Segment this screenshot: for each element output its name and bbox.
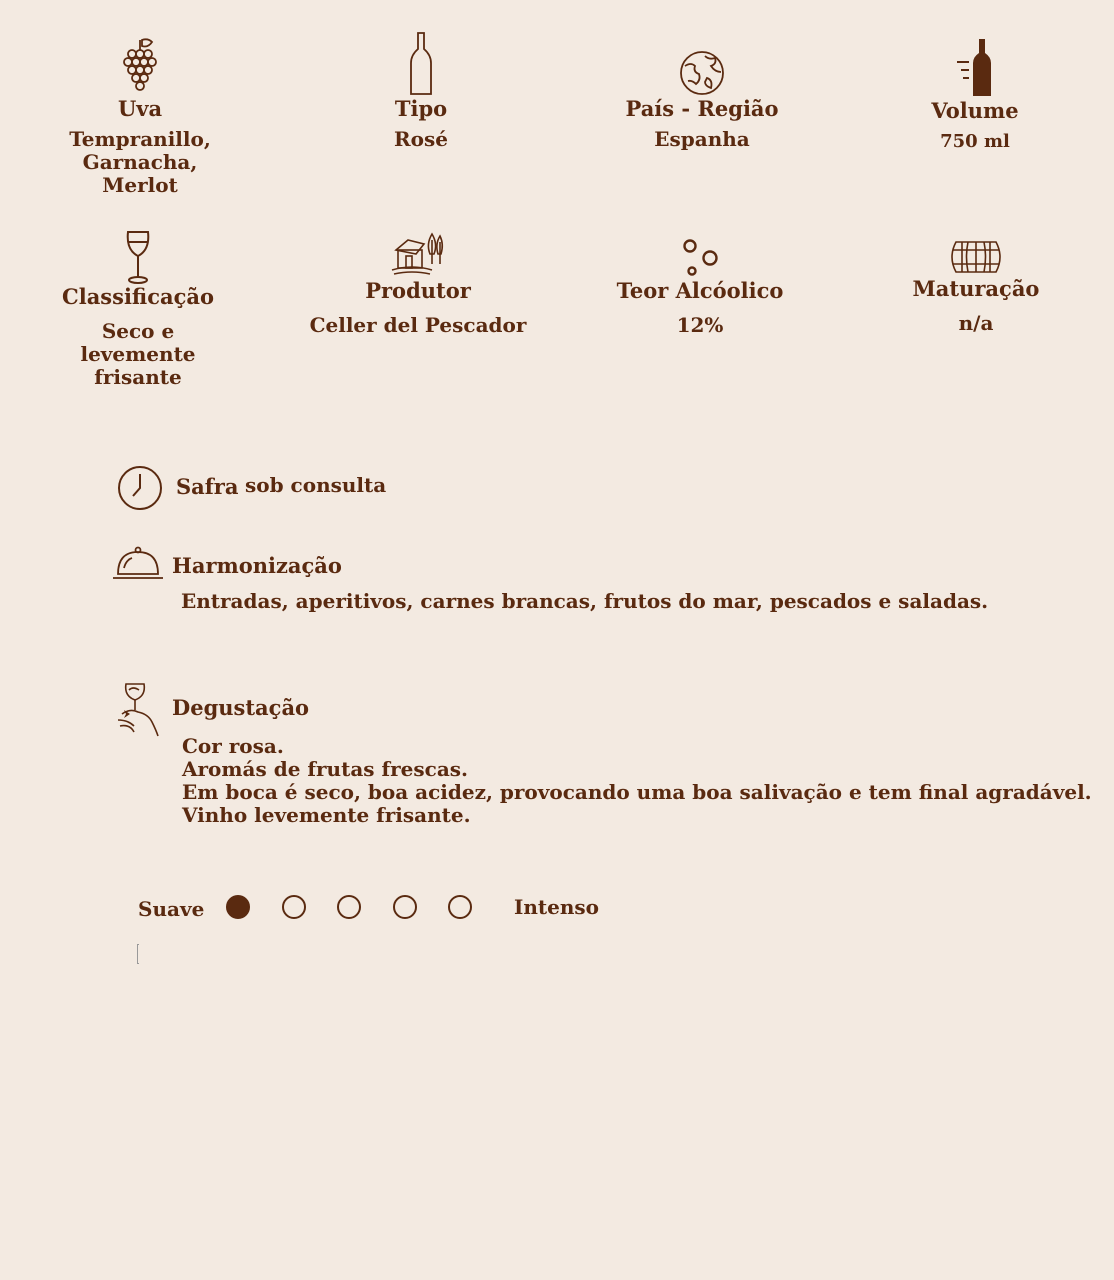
intensity-max-label: Intenso [514,895,599,919]
degustacao-line: Cor rosa. [182,734,284,758]
degustacao-line: Vinho levemente frisante. [182,803,471,827]
bubbles-icon [680,238,720,278]
spec-value: 750 ml [940,131,1010,152]
serving-cloche-icon [112,546,164,580]
spec-value: Rosé [394,127,448,151]
spec-value: 12% [676,313,724,337]
spec-label: Volume [931,98,1019,123]
spec-produtor [288,230,548,337]
spec-uva [10,36,270,197]
degustacao-line: Em boca é seco, boa acidez, provocando uma boa salivação e tem final agradável. [182,780,1092,804]
spec-classificacao [8,230,268,389]
spec-label: Produtor [365,278,471,303]
spec-value: n/a [958,311,994,335]
tasting-hand-icon [116,680,160,738]
clock-icon [117,465,163,511]
grape-icon [120,36,160,96]
safra-label: Safra [176,474,239,499]
intensity-min-label: Suave [138,897,205,921]
spec-value: Espanha [654,127,750,151]
intensity-dot [282,895,306,919]
spec-label: País - Região [625,96,779,121]
intensity-dot [226,895,250,919]
spec-label: Tipo [394,96,448,121]
spec-value: Seco e levemente frisante [80,319,196,389]
harmonizacao-text: Entradas, aperitivos, carnes brancas, frutos do mar, pescados e saladas. [181,589,989,613]
intensity-dot [393,895,417,919]
text-cursor [137,944,139,964]
degustacao-label: Degustação [172,695,310,720]
bottle-icon [410,32,432,96]
winery-icon [390,230,446,278]
spec-pais [572,50,832,151]
spec-label: Classificação [62,284,214,309]
spec-volume [845,38,1105,153]
degustacao-lines [182,735,1092,827]
volume-bottle-icon [955,38,995,98]
intensity-dot [337,895,361,919]
harmonizacao-label: Harmonização [172,553,342,578]
spec-value: Celler del Pescador [309,313,527,337]
spec-tipo [291,32,551,151]
spec-label: Maturação [912,276,1040,301]
degustacao-line: Aromás de frutas frescas. [182,757,468,781]
barrel-icon [950,238,1002,276]
globe-icon [679,50,725,96]
intensity-dot [448,895,472,919]
spec-teor [570,238,830,337]
spec-label: Uva [117,96,163,121]
spec-label: Teor Alcóolico [616,278,784,303]
spec-value: Tempranillo, Garnacha, Merlot [69,127,211,197]
cloche-icon [0,0,52,34]
safra-value: sob consulta [245,473,387,497]
wine-glass-icon [125,230,151,284]
spec-maturacao [846,238,1106,335]
